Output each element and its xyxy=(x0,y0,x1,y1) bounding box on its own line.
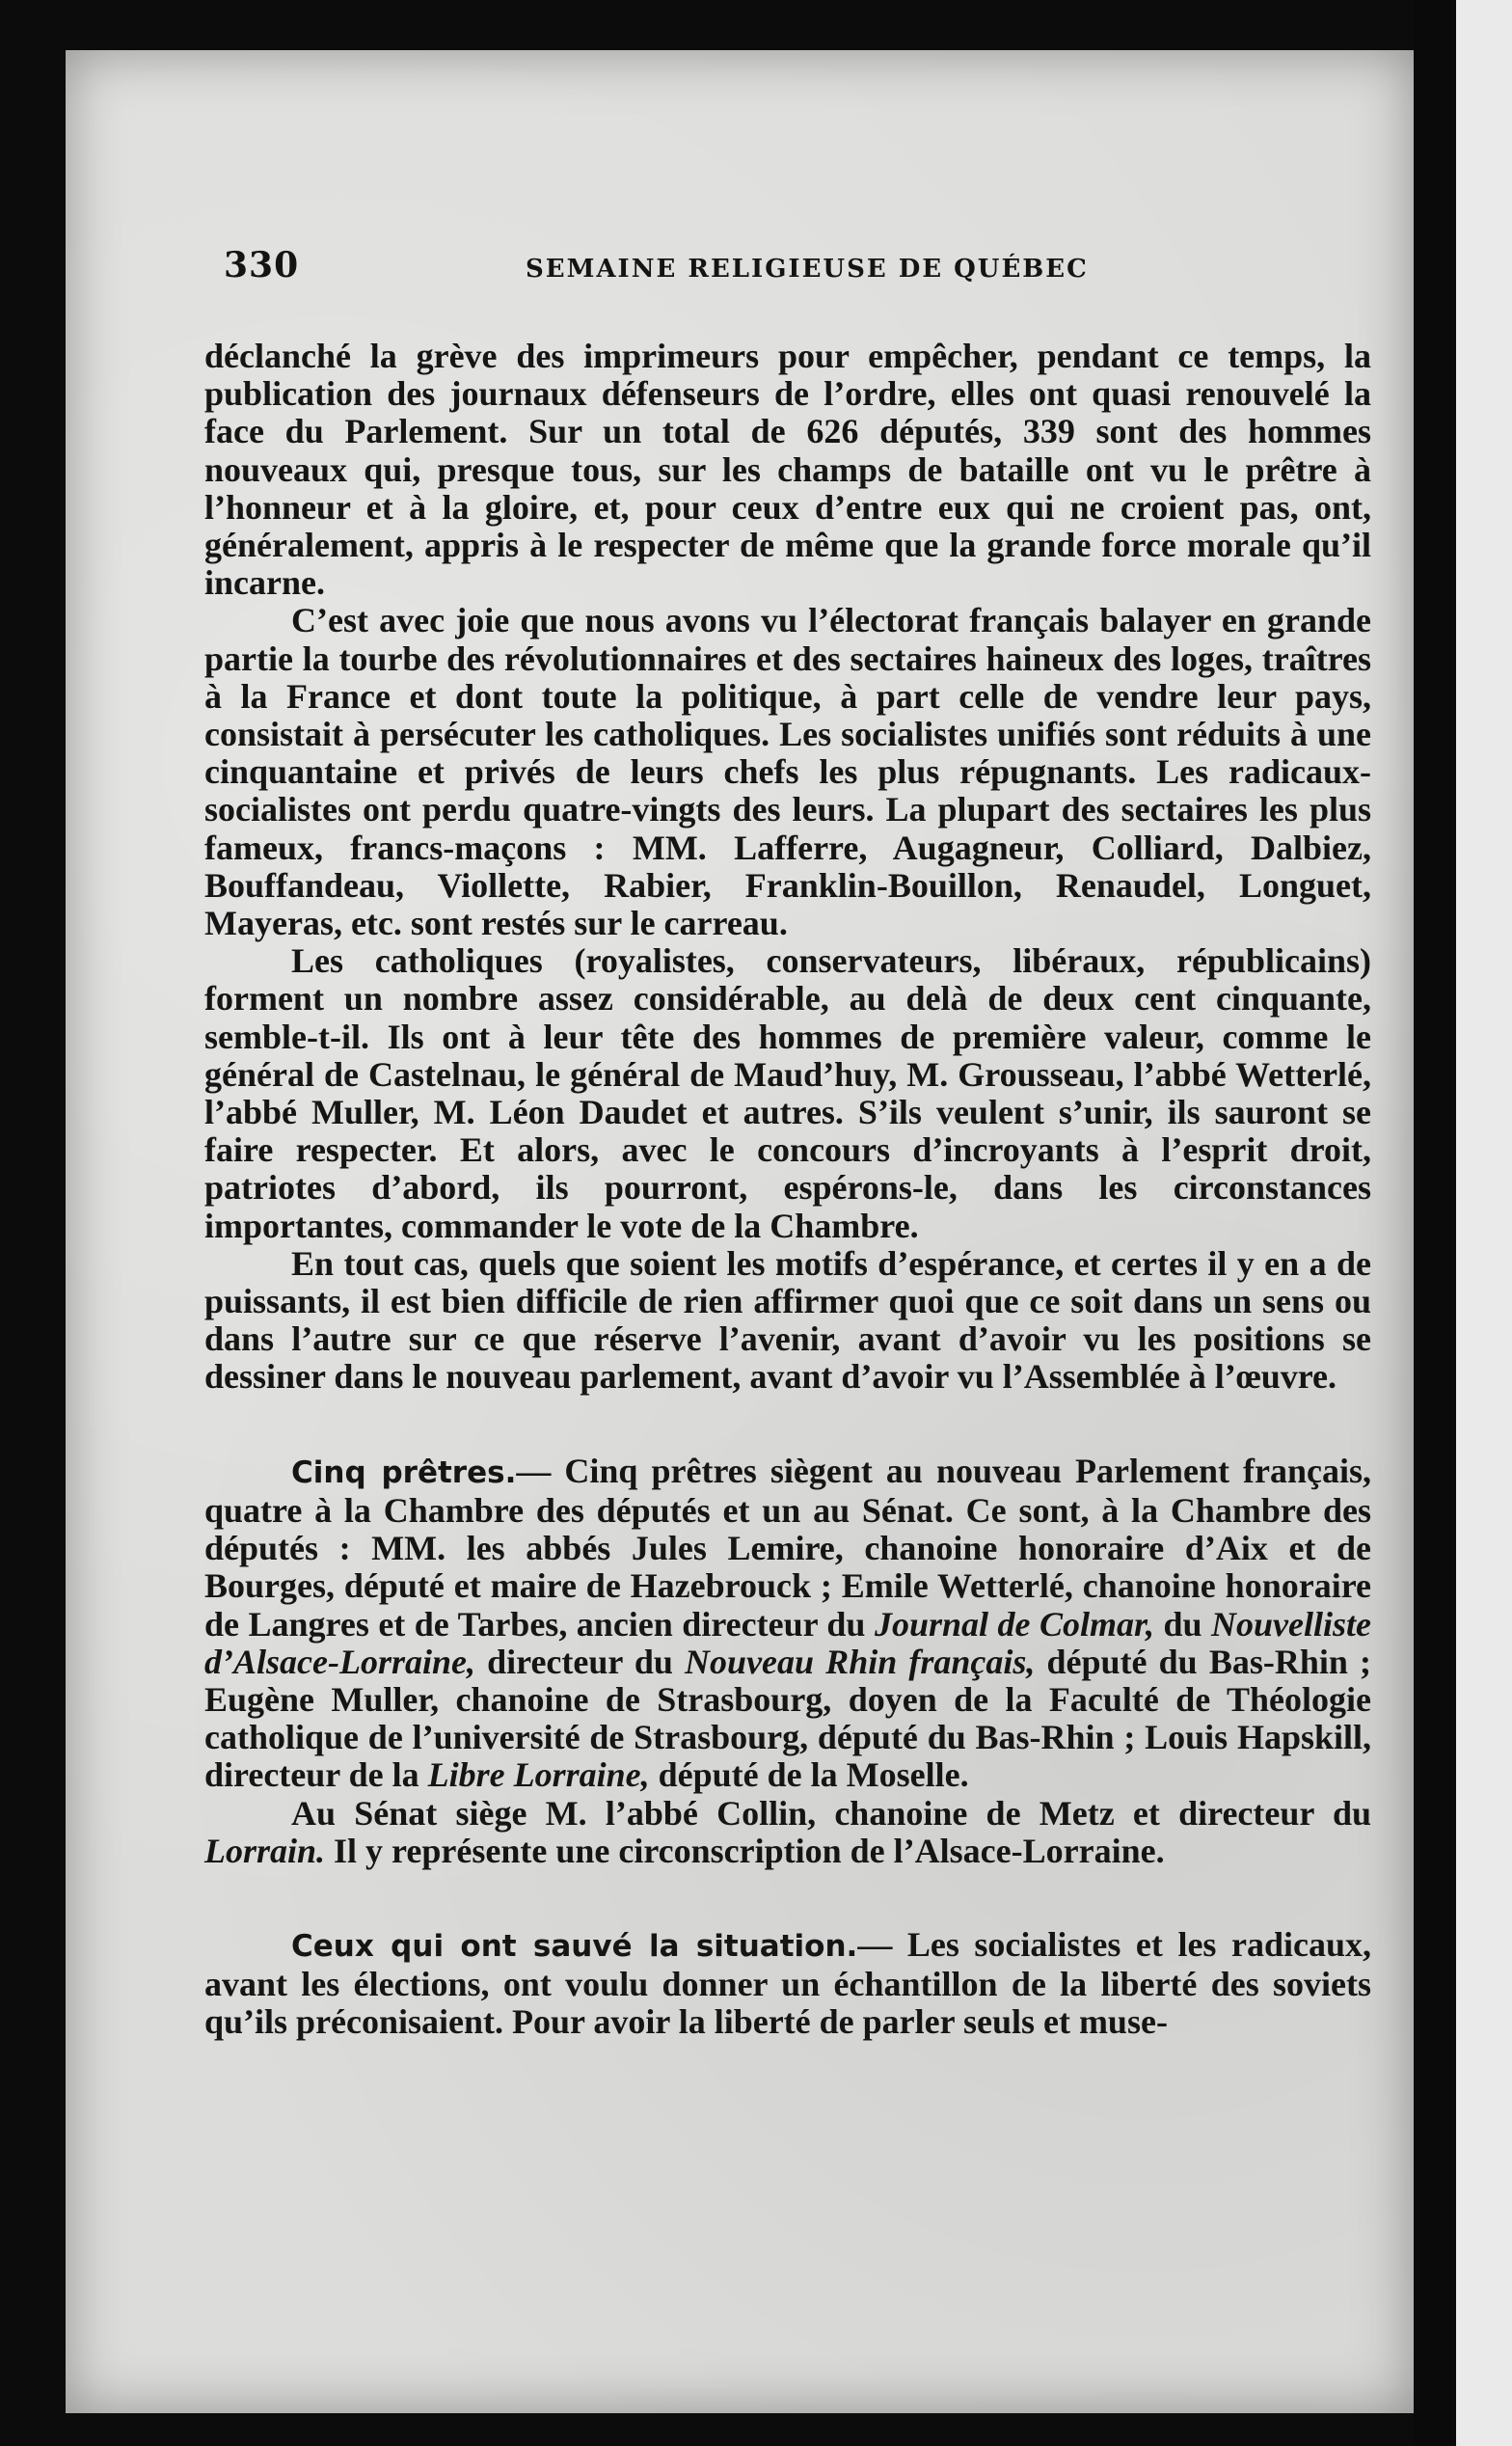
text-run: — Cinq prêtres siègent au nouveau Parlement français, quatre à la Chambre des députés et un au Sénat. Ce sont, à la Chambre des députés : MM. les abbés Jules Lemire, chanoine honoraire d’Aix et de Bourges, député et maire de Hazebrouck ; Emile Wetterlé, chanoine honoraire de Langres et de Tarbes, ancien directeur du xyxy=(204,1451,1372,1644)
paragraph-1: déclanché la grève des imprimeurs pour empêcher, pendant ce temps, la publication des journaux défenseurs de l’ordre, elles ont quasi renouvelé la face du Parlement. Sur un total de 626 députés, 339 sont des hommes nouveaux qui, presque tous, sur les champs de bataille ont vu le prêtre à l’honneur et à la gloire, et, pour ceux d’entre eux qui ne croient pas, ont, généralement, appris à le respecter de même que la grande force morale qu’il incarne. xyxy=(204,337,1371,603)
running-title: SEMAINE RELIGIEUSE DE QUÉBEC xyxy=(526,255,1089,284)
text-run: Il y représente une circonscription de l’Alsace-Lorraine. xyxy=(325,1831,1165,1870)
paragraph-3: Les catholiques (royalistes, conservateurs, libéraux, républicains) forment un nombre assez considérable, au delà de deux cent cinquante, semble-t-il. Ils ont à leur tête des hommes de première valeur, comme le général de Castelnau, le général de Maud’huy, M. Grousseau, l’abbé Wetterlé, l’abbé Muller, M. Léon Daudet et autres. S’ils veulent s’unir, ils sauront se faire respecter. Et alors, avec le concours d’incroyants à l’esprit droit, patriotes d’abord, ils pourront, espérons-le, dans les circonstances importantes, commander le vote de la Chambre. xyxy=(204,941,1371,1245)
paragraph-2: C’est avec joie que nous avons vu l’électorat français balayer en grande partie la tourbe des révolutionnaires et des sectaires haineux des loges, traîtres à la France et dont toute la politique, à part celle de vendre leur pays, consistait à persécuter les catholiques. Les socialistes unifiés sont réduits à une cinquantaine et privés de leurs chefs les plus répugnants. Les radicaux-socialistes ont perdu quatre-vingts des leurs. La plupart des sectaires les plus fameux, francs-maçons : MM. Lafferre, Augagneur, Colliard, Dalbiez, Bouffandeau, Viollette, Rabier, Franklin-Bouillon, Renaudel, Longuet, Mayeras, etc. sont restés sur le carreau. xyxy=(204,601,1371,943)
text-run: — Les socialistes et les radicaux, avant les élections, ont voulu donner un échantillon de la liberté des soviets qu’ils préconisaient. Pour avoir la liberté de parler seuls et muse- xyxy=(204,1924,1371,2042)
page-gutter-shadow xyxy=(1414,0,1456,2446)
text-run: du xyxy=(1154,1604,1212,1644)
journal-title: Nouveau Rhin français, xyxy=(685,1642,1036,1681)
section-heading-cinq-pretres: Cinq prêtres. xyxy=(291,1454,517,1490)
section-heading-situation: Ceux qui ont sauvé la situation. xyxy=(291,1928,858,1964)
paragraph-senat xyxy=(204,1795,1371,1870)
paragraph-cinq-pretres xyxy=(204,1453,1371,1795)
paragraph-4: En tout cas, quels que soient les motifs d’espérance, et certes il y en a de puissants, il est bien difficile de rien affirmer quoi que ce soit dans un sens ou dans l’autre sur ce que réserve l’avenir, avant d’avoir vu les positions se dessiner dans le nouveau parlement, avant d’avoir vu l’Assemblée à l’œuvre. xyxy=(204,1243,1371,1397)
text-run: député de la Moselle. xyxy=(649,1755,969,1795)
text-run: directeur du xyxy=(474,1642,686,1681)
journal-title: Nouvelliste d’Alsace-Lorraine, xyxy=(204,1604,1372,1681)
page-header xyxy=(224,245,1101,293)
text-run: député du Bas-Rhin ; Eugène Muller, chanoine de Strasbourg, doyen de la Faculté de Théologie catholique de l’université de Strasbourg, député du Bas-Rhin ; Louis Hapskill, directeur de la xyxy=(204,1642,1372,1795)
page-number: 330 xyxy=(224,245,300,285)
body-text xyxy=(204,338,1371,2042)
paragraph-ceux-qui-ont-sauve xyxy=(204,1926,1371,2042)
text-run: Au Sénat siège M. l’abbé Collin, chanoine de Metz et directeur du xyxy=(291,1793,1371,1833)
adjacent-page-edge xyxy=(1456,0,1512,2446)
journal-title: Journal de Colmar, xyxy=(874,1604,1154,1644)
journal-title: Lorrain. xyxy=(204,1831,326,1870)
journal-title: Libre Lorraine, xyxy=(427,1755,650,1795)
